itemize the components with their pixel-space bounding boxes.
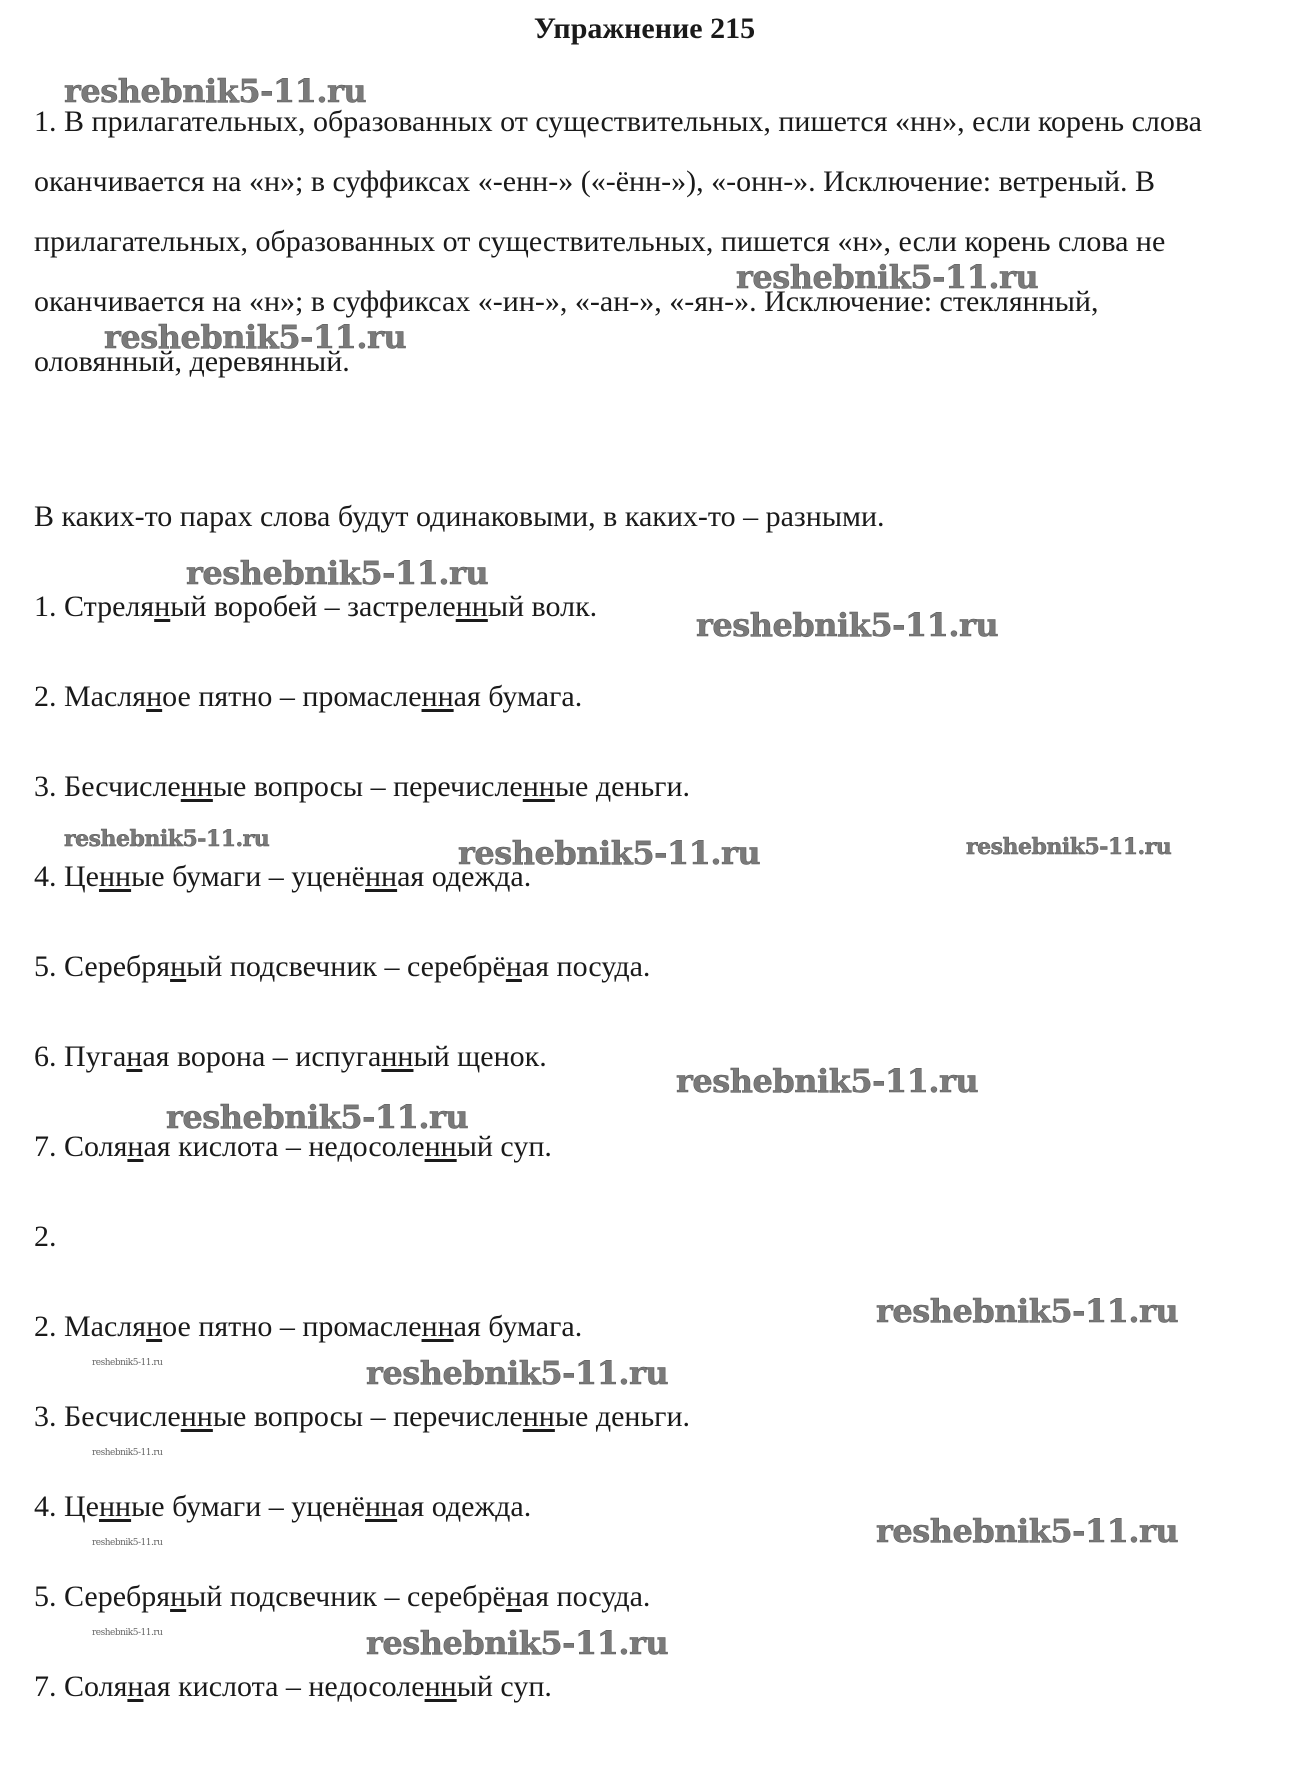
watermark: reshebnik5-11.ru	[92, 1628, 163, 1638]
watermark: reshebnik5-11.ru	[676, 1062, 979, 1100]
pair-line-1-5: 5. Серебряный подсвечник – серебрёная посуда.	[34, 950, 651, 983]
exercise-title: Упражнение 215	[533, 12, 756, 45]
pair-line-2-1: 2. Масляное пятно – промасленная бумага.	[34, 1310, 583, 1343]
watermark: reshebnik5-11.ru	[64, 72, 367, 110]
watermark: reshebnik5-11.ru	[876, 1512, 1179, 1550]
watermark: reshebnik5-11.ru	[166, 1098, 469, 1136]
watermark: reshebnik5-11.ru	[876, 1292, 1179, 1330]
section-2-number: 2.	[34, 1220, 57, 1253]
watermark: reshebnik5-11.ru	[458, 834, 761, 872]
pair-line-1-3: 3. Бесчисленные вопросы – перечисленные деньги.	[34, 770, 691, 803]
pair-line-1-2: 2. Масляное пятно – промасленная бумага.	[34, 680, 583, 713]
watermark: reshebnik5-11.ru	[92, 1538, 163, 1548]
pair-line-1-7: 7. Соляная кислота – недосоленный суп.	[34, 1130, 552, 1163]
watermark: reshebnik5-11.ru	[186, 554, 489, 592]
watermark: reshebnik5-11.ru	[366, 1354, 669, 1392]
pair-line-2-3: 4. Ценные бумаги – уценённая одежда.	[34, 1490, 532, 1523]
watermark: reshebnik5-11.ru	[366, 1624, 669, 1662]
intro-line: В каких-то парах слова будут одинаковыми, в каких-то – разными.	[34, 500, 885, 533]
pair-line-1-1: 1. Стреляный воробей – застреленный волк.	[34, 590, 598, 623]
watermark: reshebnik5-11.ru	[104, 318, 407, 356]
pair-line-2-2: 3. Бесчисленные вопросы – перечисленные деньги.	[34, 1400, 691, 1433]
pair-line-2-4: 5. Серебряный подсвечник – серебрёная посуда.	[34, 1580, 651, 1613]
pair-line-1-4: 4. Ценные бумаги – уценённая одежда.	[34, 860, 532, 893]
rule-paragraph: 1. В прилагательных, образованных от существительных, пишется «нн», если корень слова оканчивается на «н»; в суффиксах «-енн-» («-ённ-»), «-онн-». Исключение: ветреный. В прилагательных, образованных от существительных, пишется «н», если корень слова не оканчивается на «н»; в суффиксах «-ин-», «-ан-», «-ян-». Исключение: стеклянный, оловянный, деревянный.	[34, 105, 1202, 378]
pair-line-1-6: 6. Пуганая ворона – испуганный щенок.	[34, 1040, 547, 1073]
watermark: reshebnik5-11.ru	[92, 1448, 163, 1458]
watermark: reshebnik5-11.ru	[736, 258, 1039, 296]
watermark: reshebnik5-11.ru	[966, 834, 1172, 860]
pair-line-2-5: 7. Соляная кислота – недосоленный суп.	[34, 1670, 552, 1703]
watermark: reshebnik5-11.ru	[64, 826, 270, 852]
watermark: reshebnik5-11.ru	[92, 1358, 163, 1368]
watermark: reshebnik5-11.ru	[696, 606, 999, 644]
